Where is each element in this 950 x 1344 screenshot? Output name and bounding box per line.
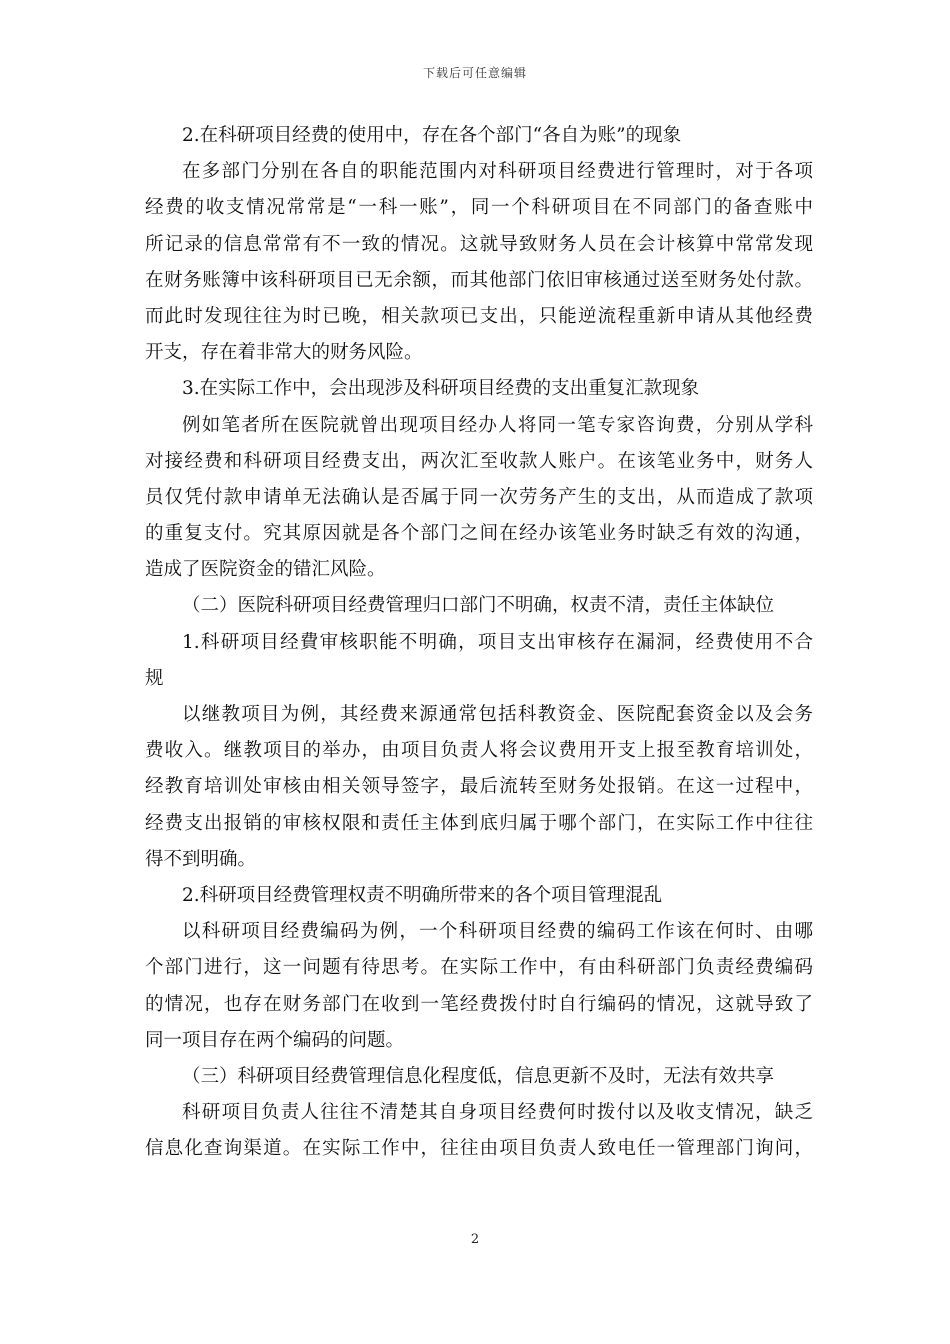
- paragraph-line: 经教育培训处审核由相关领导签字，最后流转至财务处报销。在这一过程中，: [145, 776, 813, 798]
- paragraph-line: 在多部门分别在各自的职能范围内对科研项目经费进行管理时，对于各项: [182, 161, 813, 183]
- paragraph-line: 得不到明确。: [145, 848, 257, 870]
- paragraph-line: 而此时发现往往为时已晚，相关款项已支出，只能逆流程重新申请从其他经费: [145, 305, 813, 327]
- paragraph-line: 在财务账簿中该科研项目已无余额，而其他部门依旧审核通过送至财务处付款。: [145, 269, 813, 291]
- subheading-1-continued: 规: [145, 667, 164, 689]
- paragraph-line: 个部门进行，这一问题有待思考。在实际工作中，有由科研部门负责经费编码: [145, 957, 813, 979]
- paragraph-line: 对接经费和科研项目经费支出，两次汇至收款人账户。在该笔业务中，财务人: [145, 450, 813, 472]
- page-number: 2: [470, 1232, 480, 1247]
- paragraph-line: 开支，存在着非常大的财务风险。: [145, 342, 423, 364]
- page-header: 下载后可任意编辑: [422, 66, 527, 80]
- paragraph-line: 的情况，也存在财务部门在收到一笔经费拨付时自行编码的情况，这就导致了: [145, 993, 813, 1015]
- paragraph-line: 的重复支付。究其原因就是各个部门之间在经办该笔业务时缺乏有效的沟通，: [145, 523, 813, 545]
- document-body: [145, 118, 813, 1167]
- paragraph-line: 经费支出报销的审核权限和责任主体到底归属于哪个部门，在实际工作中往往: [145, 812, 813, 834]
- paragraph-line: 以科研项目经费编码为例，一个科研项目经费的编码工作该在何时、由哪: [182, 921, 813, 943]
- section-heading-3: （三）科研项目经费管理信息化程度低，信息更新不及时，无法有效共享: [182, 1065, 775, 1087]
- subheading-1: 1.科研项目经費审核职能不明确，项目支出审核存在漏洞，经费使用不合: [182, 631, 813, 653]
- paragraph-line: 经费的收支情况常常是“一科一账”，同一个科研项目在不同部门的备查账中: [145, 197, 813, 219]
- paragraph-line: 例如笔者所在医院就曾出现项目经办人将同一笔专家咨询费，分别从学科: [182, 414, 813, 436]
- paragraph-line: 费收入。继教项目的举办，由项目负责人将会议费用开支上报至教育培训处，: [145, 740, 813, 762]
- paragraph-line: 以继教项目为例，其经费来源通常包括科教资金、医院配套资金以及会务: [182, 704, 813, 725]
- paragraph-line: 同一项目存在两个编码的问题。: [145, 1029, 405, 1051]
- subheading-2: 2.在科研项目经费的使用中，存在各个部门“各自为账”的现象: [182, 125, 682, 146]
- paragraph-line: 信息化查询渠道。在实际工作中，往往由项目负责人致电任一管理部门询问，: [145, 1138, 813, 1160]
- section-heading-2: （二）医院科研项目经费管理归口部门不明确，权责不清，责任主体缺位: [182, 595, 775, 617]
- paragraph-line: 科研项目负责人往往不清楚其自身项目经费何时拨付以及收支情况，缺乏: [182, 1102, 813, 1124]
- subheading-2b: 2.科研项目经费管理权责不明确所带来的各个项目管理混乱: [182, 884, 663, 906]
- paragraph-line: 所记录的信息常常有不一致的情况。这就导致财务人员在会计核算中常常发现: [145, 233, 813, 255]
- paragraph-line: 造成了医院资金的错汇风险。: [145, 559, 386, 581]
- paragraph-line: 员仅凭付款申请单无法确认是否属于同一次劳务产生的支出，从而造成了款项: [145, 486, 813, 508]
- subheading-3: 3.在实际工作中，会出现涉及科研项目经费的支出重复汇款现象: [182, 378, 700, 400]
